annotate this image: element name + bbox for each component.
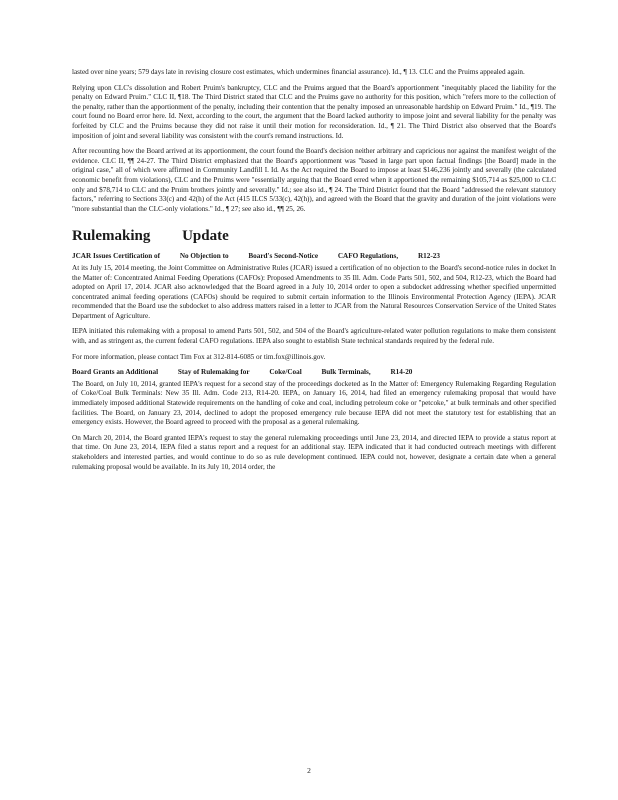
body-paragraph: After recounting how the Board arrived at its apportionment, the court found the Board's decision neither arbitrary and capricious nor against the manifest weight of the evidence. CLC II, ¶¶ 24-27. The Third District emphasized that the Board's apportionment was "based in large part upon factual findings [the Board] made in the original case," all of which were affirmed in Community Landfill I. Id. As the Act required the Board to impose at least $146,236 jointly and severally (the calculated economic benefit from violations), CLC and the Pruims were "essentially arguing that the Board erred when it apportioned the remaining $105,714 as $25,000 to CLC only and $78,714 to CLC and the Pruim brothers jointly and severally." Id.; see also id., ¶ 24. The Third District found that the Board "addressed the relevant statutory factors," referring to Sections 33(c) and 42(h) of the Act (415 ILCS 5/33(c), 42(h)), and agreed with the Board that the gravity and duration of the joint violations were "more substantial than the CLC-only violations." Id., ¶ 27; see also id., ¶¶ 25, 26. (72, 147, 556, 213)
coke-subheading (72, 368, 556, 378)
subheading-part: Stay of Rulemaking for (177, 368, 250, 377)
subheading-part: Coke/Coal (269, 368, 302, 377)
subheading-part: Board Grants an Additional (72, 368, 159, 377)
body-paragraph: At its July 15, 2014 meeting, the Joint Committee on Administrative Rules (JCAR) issued a certification of no objection to the Board's second-notice rules in docket In the Matter of: Concentrated Animal Feeding Operations (CAFOs): Proposed Amendments to 35 Ill. Adm. Code Parts 501, 502, and 504, R12-23, which the Board had adopted on April 17, 2014. JCAR also acknowledged that the Board agreed in a July 10, 2014 order to open a subdocket addressing whether specified unpermitted concentrated animal feeding operations (CAFOs) should be required to submit certain information to the Illinois Environmental Protection Agency (IEPA). JCAR recommended that the Board use the subdocket to also address matters raised in a letter to JCAR from the Natural Resources Conservation Service of the United States Department of Agriculture. (72, 263, 556, 320)
subheading-part: Bulk Terminals, (321, 368, 371, 377)
subheading-part: JCAR Issues Certification of (72, 252, 161, 261)
section-heading: Rulemaking Update (72, 228, 229, 245)
subheading-part: R12-23 (417, 252, 440, 261)
body-paragraph: IEPA initiated this rulemaking with a proposal to amend Parts 501, 502, and 504 of the Board's agriculture-related water pollution regulations to make them consistent with, and as stringent as, the current federal CAFO regulations. IEPA also sought to establish State technical standards required by the federal rule. (72, 327, 556, 346)
subheading-part: CAFO Regulations, (337, 252, 399, 261)
page-number: 2 (307, 766, 311, 775)
subheading-part: No Objection to (179, 252, 229, 261)
body-paragraph: Relying upon CLC's dissolution and Robert Pruim's bankruptcy, CLC and the Pruims argued that the Board's apportionment "inequitably placed the liability for the penalty on Edward Pruim." CLC II, ¶18. The Third District stated that CLC and the Pruims gave no authority for this position, which "refers more to the collection of the penalty, rather than the apportionment of the penalty, including their contention that the penalty imposed an unreasonable hardship on Edward Pruim." Id., ¶19. The court found no Board error here. Id. Next, according to the court, the argument that the Board lacked authority to impose joint and several liability for the penalty was forfeited by CLC and the Pruims because they did not raise it until their motion for reconsideration. Id., ¶ 21. The Third District also observed that the Board's imposition of joint and several liability was consistent with the court's remand instructions. Id. (72, 83, 556, 140)
body-paragraph: On March 20, 2014, the Board granted IEPA's request to stay the general rulemaking proceedings until June 23, 2014, and directed IEPA to provide a status report at that time. On June 23, 2014, IEPA filed a status report and a request for an additional stay. IEPA indicated that it had conducted outreach meetings with different stakeholders and interested parties, and would continue to do so as rule development continued. IEPA could not, however, designate a certain date when a general rulemaking proposal would be available. In its July 10, 2014 order, the (72, 433, 556, 471)
contact-paragraph: For more information, please contact Tim Fox at 312-814-6085 or tim.fox@illinois.gov. (72, 352, 326, 361)
body-paragraph: The Board, on July 10, 2014, granted IEPA's request for a second stay of the proceedings docketed as In the Matter of: Emergency Rulemaking Regarding Regulation of Coke/Coal Bulk Terminals: New 35 Ill. Adm. Code 213, R14-20. IEPA, on January 16, 2014, had filed an emergency rulemaking proposal that would have immediately imposed additional Statewide requirements on the handling of coke and coal, including petroleum coke or "petcoke," at bulk terminals and other specified facilities. The Board, on January 23, 2014, declined to adopt the proposed emergency rule because IEPA did not meet the statutory test for establishing that an emergency exists. However, the Board agreed to proceed with the proposal as a general rulemaking. (72, 379, 556, 427)
subheading-part: Board's Second-Notice (248, 252, 319, 261)
jcar-subheading (72, 252, 556, 262)
body-paragraph: lasted over nine years; 579 days late in revising closure cost estimates, which undermines financial assurance). Id., ¶ 13. CLC and the Pruims appealed again. (72, 68, 525, 76)
subheading-part: R14-20 (390, 368, 413, 377)
